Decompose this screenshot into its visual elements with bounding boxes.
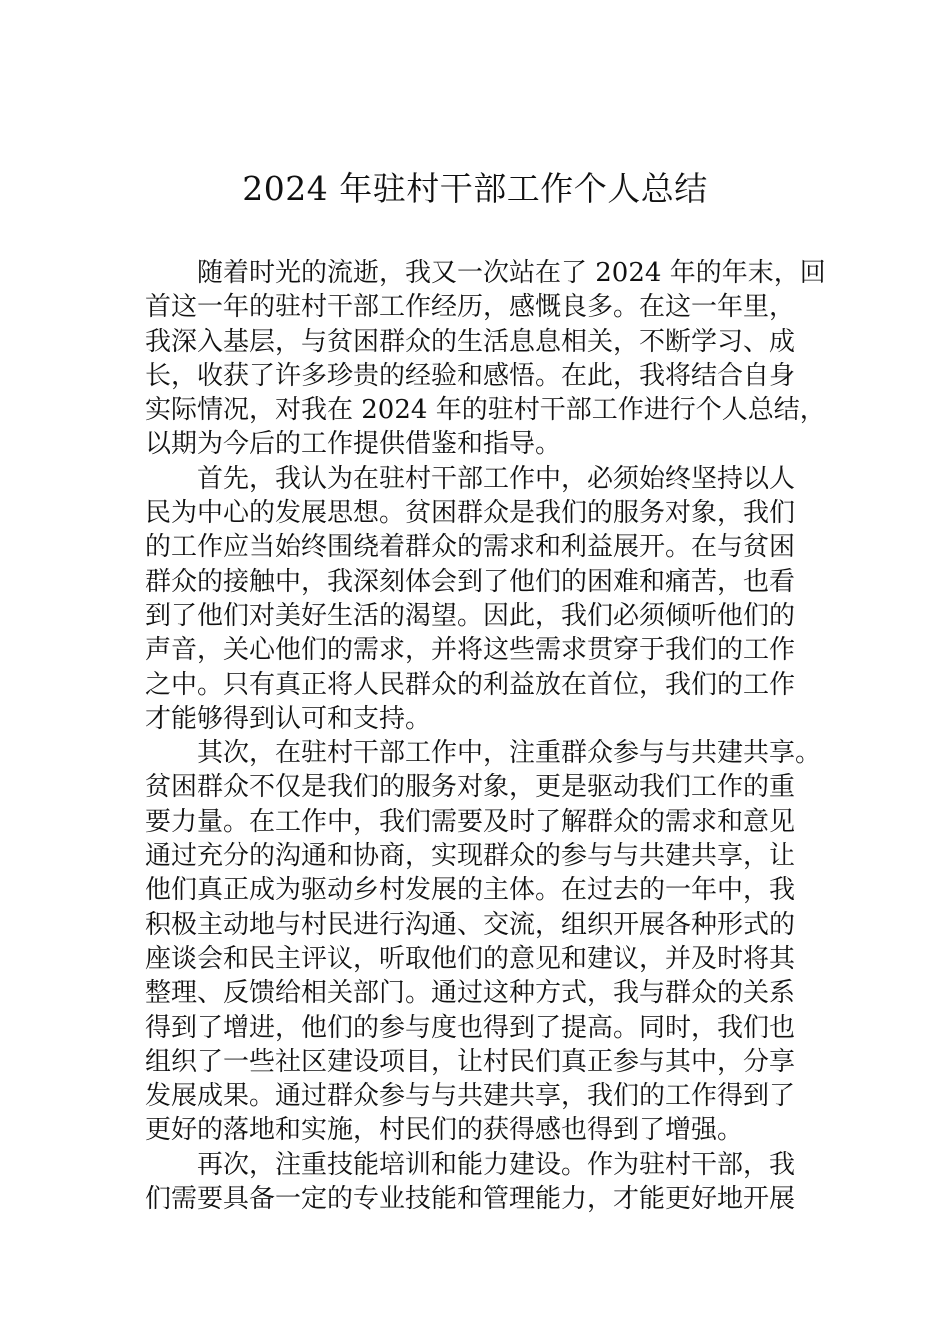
text-line: 群众的接触中，我深刻体会到了他们的困难和痛苦，也看: [145, 566, 796, 597]
text-line: 通过充分的沟通和协商，实现群众的参与与共建共享，让: [145, 841, 796, 872]
paragraph-1: [145, 256, 835, 462]
text-line: 其次，在驻村干部工作中，注重群众参与与共建共享。: [197, 738, 822, 769]
text-line: 的工作应当始终围绕着群众的需求和利益展开。在与贫困: [145, 532, 796, 563]
text-line: 我深入基层，与贫困群众的生活息息相关，不断学习、成: [145, 326, 796, 357]
text-line: 组织了一些社区建设项目，让村民们真正参与其中，分享: [145, 1046, 796, 1077]
text-line: 更好的落地和实施，村民们的获得感也得到了增强。: [145, 1115, 744, 1146]
document-title: 2024 年驻村干部工作个人总结: [242, 169, 708, 208]
text-line: 首先，我认为在驻村干部工作中，必须始终坚持以人: [197, 463, 796, 494]
document-body: [145, 256, 835, 1216]
text-line: 民为中心的发展思想。贫困群众是我们的服务对象，我们: [145, 498, 796, 529]
text-line: 声音，关心他们的需求，并将这些需求贯穿于我们的工作: [145, 635, 796, 666]
text-line: 到了他们对美好生活的渴望。因此，我们必须倾听他们的: [145, 600, 796, 631]
paragraph-3: [145, 736, 835, 1148]
text-line: 才能够得到认可和支持。: [145, 703, 432, 734]
text-line: 积极主动地与村民进行沟通、交流，组织开展各种形式的: [145, 909, 796, 940]
text-line: 首这一年的驻村干部工作经历，感慨良多。在这一年里，: [145, 292, 796, 323]
text-line: 整理、反馈给相关部门。通过这种方式，我与群众的关系: [145, 978, 796, 1009]
text-line: 座谈会和民主评议，听取他们的意见和建议，并及时将其: [145, 943, 796, 974]
text-line: 之中。只有真正将人民群众的利益放在首位，我们的工作: [145, 669, 796, 700]
paragraph-2: [145, 462, 835, 736]
text-line: 以期为今后的工作提供借鉴和指导。: [145, 429, 562, 460]
text-line: 贫困群众不仅是我们的服务对象，更是驱动我们工作的重: [145, 772, 796, 803]
text-line: 发展成果。通过群众参与与共建共享，我们的工作得到了: [145, 1081, 796, 1112]
text-line: 他们真正成为驱动乡村发展的主体。在过去的一年中，我: [145, 875, 796, 906]
text-line: 实际情况，对我在 2024 年的驻村干部工作进行个人总结，: [145, 395, 826, 426]
text-line: 长，收获了许多珍贵的经验和感悟。在此，我将结合自身: [145, 360, 796, 391]
text-line: 们需要具备一定的专业技能和管理能力，才能更好地开展: [145, 1184, 796, 1215]
text-line: 得到了增进，他们的参与度也得到了提高。同时，我们也: [145, 1012, 796, 1043]
text-line: 要力量。在工作中，我们需要及时了解群众的需求和意见: [145, 806, 796, 837]
paragraph-4: [145, 1148, 835, 1217]
text-line: 再次，注重技能培训和能力建设。作为驻村干部，我: [197, 1149, 796, 1180]
text-line: 随着时光的流逝，我又一次站在了 2024 年的年末，回: [197, 258, 826, 288]
